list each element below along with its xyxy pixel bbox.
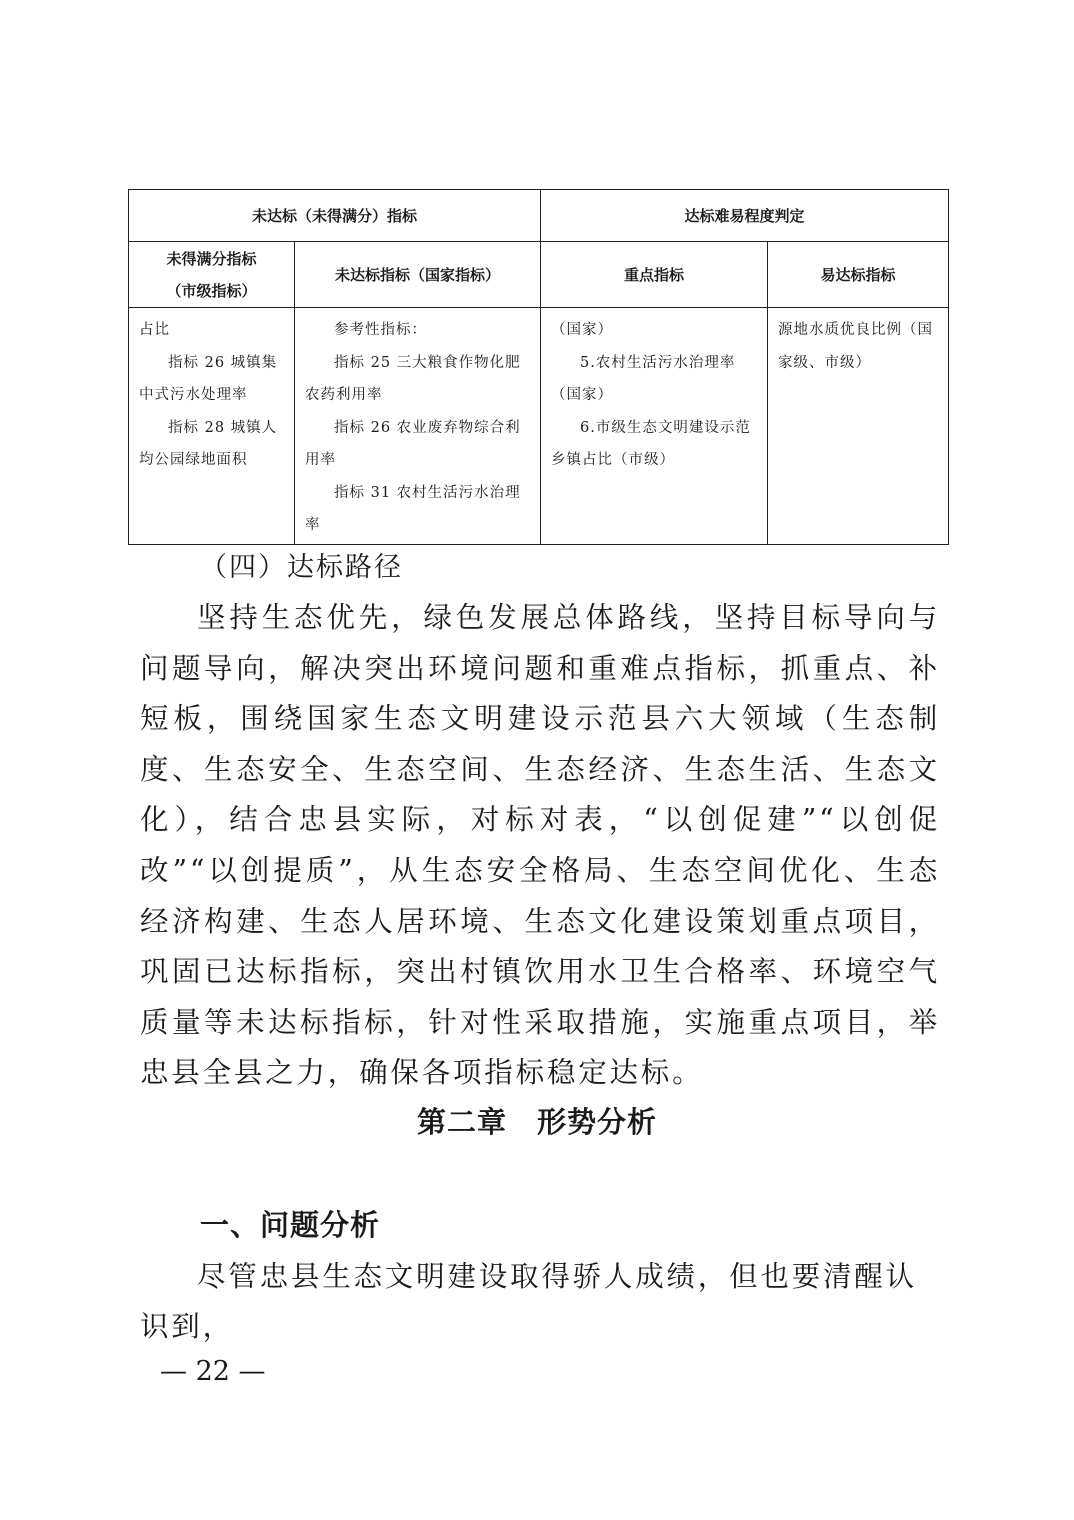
- cell-line: 指标 28 城镇人均公园绿地面积: [139, 419, 278, 468]
- indicator-table: [128, 189, 949, 545]
- body-paragraph: 尽管忠县生态文明建设取得骄人成绩，但也要清醒认识到，: [140, 1260, 917, 1343]
- chapter-title: 第二章 形势分析: [416, 1105, 657, 1139]
- section-heading: 一、问题分析: [200, 1208, 381, 1242]
- table-header-row: [129, 190, 949, 242]
- table-subheader-row: [129, 242, 949, 308]
- cell-line: 指标 31 农村生活污水治理率: [305, 484, 521, 533]
- cell-line: （国家）: [551, 322, 614, 338]
- page-number: — 22 —: [160, 1356, 266, 1387]
- cell-line: 参考性指标：: [334, 322, 427, 338]
- cell-line: 指标 26 农业废弃物综合利用率: [305, 419, 521, 468]
- cell-line: 指标 26 城镇集中式污水处理率: [139, 354, 278, 403]
- cell-easy-indicators: [768, 308, 949, 545]
- subheader-city-level: 未得满分指标 （市级指标）: [129, 242, 295, 308]
- cell-line: 指标 25 三大粮食作物化肥农药利用率: [305, 354, 521, 403]
- table-row: [129, 308, 949, 545]
- subheader-easy-indicators: 易达标指标: [768, 242, 949, 308]
- cell-line: 6.市级生态文明建设示范乡镇占比（市级）: [551, 419, 751, 468]
- subsection-heading: （四）达标路径: [200, 552, 403, 583]
- cell-line: 占比: [139, 322, 170, 338]
- subheader-key-indicators: 重点指标: [541, 242, 768, 308]
- cell-city-level: [129, 308, 295, 545]
- cell-line: 5.农村生活污水治理率（国家）: [551, 354, 736, 403]
- header-difficulty-judgement: 达标难易程度判定: [541, 190, 949, 242]
- cell-line: 源地水质优良比例（国家级、市级）: [778, 322, 934, 371]
- body-paragraph: 坚持生态优先，绿色发展总体路线，坚持目标导向与问题导向，解决突出环境问题和重难点指标，抓重点、补短板，围绕国家生态文明建设示范县六大领域（生态制度、生态安全、生态空间、生态经济、生态生活、生态文化），结合忠县实际，对标对表，“以创促建”“以创促改”“以创提质”，从生态安全格局、生态空间优化、生态经济构建、生态人居环境、生态文化建设策划重点项目，巩固已达标指标，突出村镇饮用水卫生合格率、环境空气质量等未达标指标，针对性采取措施，实施重点项目，举忠县全县之力，确保各项指标稳定达标。: [140, 601, 940, 1090]
- header-unmet-indicators: 未达标（未得满分）指标: [129, 190, 541, 242]
- cell-key-indicators: [541, 308, 768, 545]
- subheader-national-level: 未达标指标（国家指标）: [295, 242, 541, 308]
- cell-national-level: [295, 308, 541, 545]
